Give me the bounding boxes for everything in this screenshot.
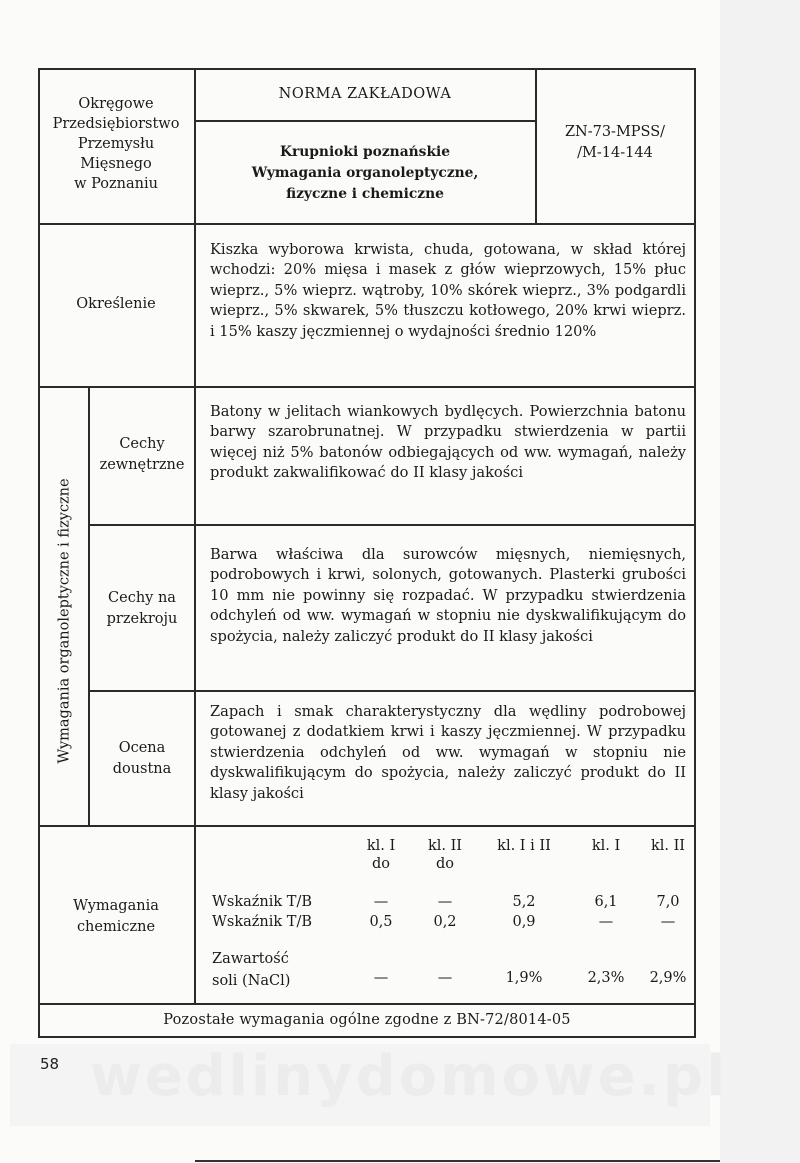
label-line: Cechy xyxy=(119,436,165,452)
issuer-line: Przemysłu xyxy=(77,136,155,152)
table-cell: 1,9% xyxy=(505,970,543,986)
footer-note: Pozostałe wymagania ogólne zgodne z BN-72/8014-05 xyxy=(163,1012,571,1028)
table-cell: 6,1 xyxy=(594,894,618,910)
label-line: zewnętrzne xyxy=(99,457,185,473)
table-cell: — xyxy=(437,894,453,910)
label-line: Wymagania xyxy=(73,898,159,914)
chemical-label xyxy=(38,896,194,938)
column-header xyxy=(351,838,411,872)
table-cell: 7,0 xyxy=(656,894,680,910)
definition-label: Określenie xyxy=(76,296,156,312)
table-cell: — xyxy=(598,914,614,930)
column-header xyxy=(576,838,636,854)
label-line: chemiczne xyxy=(76,919,156,935)
row-label-line: Zawartość xyxy=(212,951,289,967)
issuer-block xyxy=(38,94,194,194)
taste-text: Zapach i smak charakterystyczny dla wędliny podrobowej gotowanej z dodatkiem krwi i kaszy jęczmiennej. W przypadku stwierdzenia odchyleń od ww. wymagań w stopniu nie dyskwalifikującym do spożycia, należy zaliczyć produkt do II klasy jakości xyxy=(210,703,686,802)
row-label xyxy=(212,948,290,992)
column-header xyxy=(484,838,564,854)
table-cell: — xyxy=(373,970,389,986)
issuer-line: w Poznaniu xyxy=(74,176,158,192)
issuer-line: Okręgowe xyxy=(78,96,154,112)
issuer-line: Mięsnego xyxy=(80,156,152,172)
column-header xyxy=(415,838,475,872)
label-line: doustna xyxy=(112,761,172,777)
table-cell: — xyxy=(373,894,389,910)
column-header-line: kl. I xyxy=(591,838,621,854)
table-cell: 0,9 xyxy=(512,914,536,930)
table-cell: 2,3% xyxy=(587,970,625,986)
table-cell: 0,5 xyxy=(369,914,393,930)
page-number: 58 xyxy=(40,1055,60,1073)
title-line: Wymagania organoleptyczne, xyxy=(251,165,479,181)
organoleptic-group-label xyxy=(42,406,88,836)
column-header xyxy=(638,838,698,854)
column-header-line: kl. II xyxy=(427,838,463,854)
label-line: Ocena xyxy=(118,740,166,756)
table-cell: — xyxy=(437,970,453,986)
code-line: /M-14-144 xyxy=(577,145,653,161)
column-header-line: do xyxy=(435,856,454,872)
table-cell: — xyxy=(660,914,676,930)
norm-heading: NORMA ZAKŁADOWA xyxy=(278,86,452,102)
external-features-text: Batony w jelitach wiankowych bydlęcych. Powierzchnia batonu barwy szarobrunatnej. W przypadku stwierdzenia w partii więcej niż 5% batonów odbiegających od ww. wymagań, należy produkt zakwalifikować do II klasy jakości xyxy=(210,403,686,482)
table-cell: 5,2 xyxy=(512,894,536,910)
label-line: przekroju xyxy=(106,611,178,627)
watermark: wedlinydomowe.pl xyxy=(90,1044,729,1109)
taste-label xyxy=(90,738,194,780)
issuer-line: Przedsiębiorstwo xyxy=(52,116,180,132)
page-margin xyxy=(720,0,800,1163)
column-header-line: do xyxy=(371,856,390,872)
divider xyxy=(195,1160,720,1162)
column-header-line: kl. I xyxy=(366,838,396,854)
cross-section-text: Barwa właściwa dla surowców mięsnych, niemięsnych, podrobowych i krwi, solonych, gotowanych. Plasterki grubości 10 mm nie powinny się rozpadać. W przypadku stwierdzenia odchyleń od ww. wymagań w stopniu nie dyskwalifikującym do spożycia, należy zaliczyć produkt do II klasy jakości xyxy=(210,546,686,645)
row-label: Wskaźnik T/B xyxy=(212,894,312,910)
group-label-text: Wymagania organoleptyczne i fizyczne xyxy=(57,478,74,764)
norm-code xyxy=(536,122,694,164)
external-features-label xyxy=(90,434,194,476)
title-line: Krupnioki poznańskie xyxy=(279,144,451,160)
cross-section-label xyxy=(90,588,194,630)
title-line: fizyczne i chemiczne xyxy=(286,186,444,202)
table-cell: 0,2 xyxy=(433,914,457,930)
document-title xyxy=(195,142,535,205)
table-cell: 2,9% xyxy=(649,970,687,986)
row-label-line: soli (NaCl) xyxy=(212,973,291,989)
norm-table xyxy=(38,68,696,1038)
code-line: ZN-73-MPSS/ xyxy=(564,124,666,140)
label-line: Cechy na xyxy=(108,590,176,606)
row-label: Wskaźnik T/B xyxy=(212,914,312,930)
column-header-line: kl. I i II xyxy=(497,838,551,854)
definition-text: Kiszka wyborowa krwista, chuda, gotowana, w skład której wchodzi: 20% mięsa i masek z głów wieprzowych, 15% płuc wieprz., 5% wieprz. wątroby, 10% skórek wieprz., 3% podgardli wieprz., 5% skwarek, 5% tłuszczu kotłowego, 20% krwi wieprz. i 15% kaszy jęczmiennej o wydajności średnio 120% xyxy=(210,241,686,340)
column-header-line: kl. II xyxy=(650,838,686,854)
